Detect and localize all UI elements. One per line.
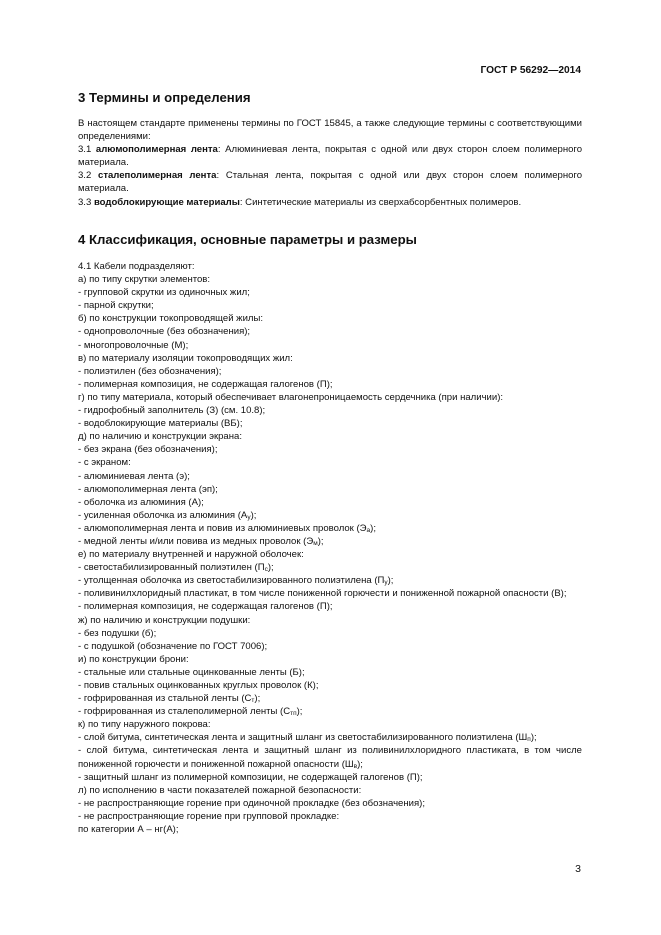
list-line: ж) по наличию и конструкции подушки: (78, 614, 251, 626)
list-line: в) по материалу изоляции токопроводящих жил: (78, 352, 293, 364)
list-line: е) по материалу внутренней и наружной оболочек: (78, 549, 304, 561)
section-3-title: 3 Термины и определения (78, 90, 251, 105)
list-line: - с экраном: (78, 457, 131, 469)
list-line: а) по типу скрутки элементов: (78, 274, 211, 286)
term-3-1: 3.1 алюмополимерная лента: Алюминиевая лента, покрытая с одной или двух сторон слоем полимерного материала. (78, 144, 583, 169)
list-line: 4.1 Кабели подразделяют: (78, 261, 195, 272)
list-line: к) по типу наружного покрова: (78, 719, 211, 731)
list-line: - гидрофобный заполнитель (З) (см. 10.8); (78, 405, 266, 417)
list-line: - усиленная оболочка из алюминия $(А_у)$; (78, 509, 257, 521)
list-line: - алюминиевая лента (э); (78, 470, 190, 482)
list-line: - оболочка из алюминия (А); (78, 496, 204, 508)
list-line: - парной скрутки; (78, 300, 154, 312)
list-line: - не распространяющие горение при групповой прокладке: (78, 810, 340, 822)
list-line: д) по наличию и конструкции экрана: (78, 431, 242, 443)
standard-designation: ГОСТ Р 56292—2014 (480, 65, 581, 76)
list-line: - не распространяющие горение при одиночной прокладке (без обозначения); (78, 797, 425, 809)
list-line: - с подушкой (обозначение по ГОСТ 7006); (78, 640, 268, 652)
term-3-2: 3.2 сталеполимерная лента: Стальная лента, покрытая с одной или двух сторон слоем полимерного материала. (78, 170, 583, 195)
list-line: - светостабилизированный полиэтилен $(П_с)$; (78, 562, 274, 574)
list-line: - гофрированная из стальной ленты $(С_т)$; (78, 693, 261, 705)
list-line: - однопроволочные (без обозначения); (78, 326, 251, 338)
list-line: - медной ленты и/или повива из медных проволок $(Э_м)$; (78, 535, 324, 547)
list-line: - полиэтилен (без обозначения); (78, 365, 222, 377)
list-line: - алюмополимерная лента (эп); (78, 483, 218, 495)
list-line: - утолщенная оболочка из светостабилизированного полиэтилена $(П_у)$; (78, 575, 394, 587)
list-line: - полимерная композиция, не содержащая галогенов (П); (78, 378, 333, 390)
list-line: по категории А – нг(А); (78, 824, 179, 836)
list-line: - без подушки (б); (78, 627, 157, 639)
list-line: - стальные или стальные оцинкованные ленты (Б); (78, 666, 305, 678)
list-line: г) по типу материала, который обеспечивает влагонепроницаемость сердечника (при наличии): (78, 391, 504, 403)
list-line: - слой битума, синтетическая лента и защитный шланг из поливинилхлоридного пластиката, в том числе пониженной горючести и пониженной пожарной опасности $(Ш_в)$; (78, 745, 582, 770)
section-3-body (78, 117, 582, 209)
list-line: - слой битума, синтетическая лента и защитный шланг из светостабилизированного полиэтилена $(Ш_п)$; (78, 732, 537, 744)
list-line: - гофрированная из сталеполимерной ленты $(С_{тп})$; (78, 706, 303, 718)
list-line: - групповой скрутки из одиночных жил; (78, 287, 250, 299)
list-line: - многопроволочные (М); (78, 339, 189, 351)
list-line: и) по конструкции брони: (78, 653, 189, 665)
list-line: - алюмополимерная лента и повив из алюминиевых проволок $(Э_а)$; (78, 522, 377, 534)
page-number: 3 (575, 863, 581, 875)
section-4-title: 4 Классификация, основные параметры и размеры (78, 232, 417, 247)
section-4-body (78, 260, 582, 836)
list-line: л) по исполнению в части показателей пожарной безопасности: (78, 784, 362, 796)
list-line: б) по конструкции токопроводящей жилы: (78, 313, 263, 325)
list-line: - защитный шланг из полимерной композиции, не содержащей галогенов (П); (78, 771, 423, 783)
list-line: - без экрана (без обозначения); (78, 444, 218, 456)
list-line: - полимерная композиция, не содержащая галогенов (П); (78, 601, 333, 613)
section-3-intro: В настоящем стандарте применены термины по ГОСТ 15845, а также следующие термины с соответствующими определениями: (78, 118, 582, 143)
list-line: - повив стальных оцинкованных круглых проволок (К); (78, 680, 319, 691)
list-line: - водоблокирующие материалы (ВБ); (78, 418, 243, 430)
list-line: - поливинилхлоридный пластикат, в том числе пониженной горючести и пониженной пожарной опасности (В); (78, 588, 567, 600)
term-3-3: 3.3 водоблокирующие материалы: Синтетические материалы из сверхабсорбентных полимеров. (78, 196, 522, 208)
